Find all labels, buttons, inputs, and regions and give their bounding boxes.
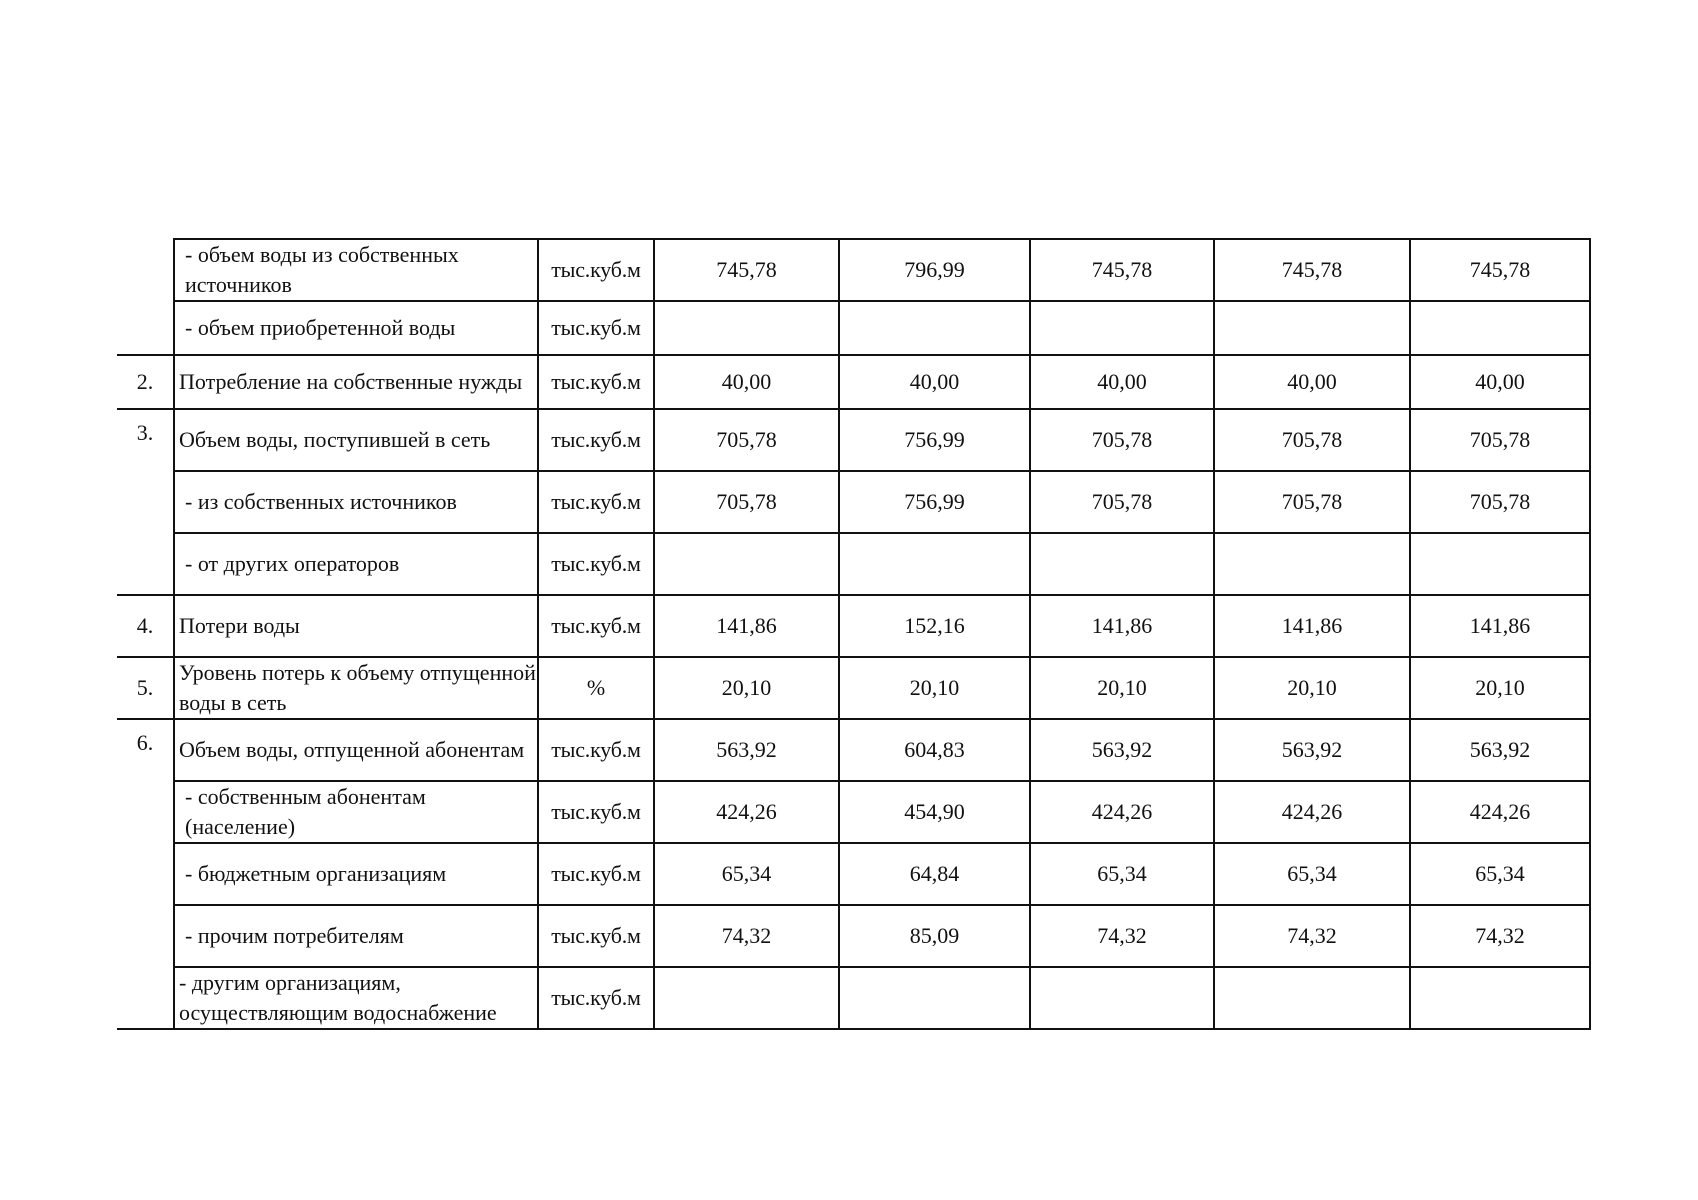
- row-value: 141,86: [1214, 595, 1410, 657]
- row-unit: тыс.куб.м: [538, 355, 654, 409]
- row-name: - другим организациям, осуществляющим водоснабжение: [174, 967, 538, 1029]
- row-value: 705,78: [1410, 409, 1590, 471]
- row-value: 756,99: [839, 409, 1030, 471]
- row-value: [1410, 967, 1590, 1029]
- row-value: [1410, 301, 1590, 355]
- row-value: [1030, 967, 1214, 1029]
- row-name: Уровень потерь к объему отпущенной воды в сеть: [174, 657, 538, 719]
- row-number: 5.: [117, 657, 174, 719]
- row-value: 74,32: [1214, 905, 1410, 967]
- row-value: 705,78: [1214, 409, 1410, 471]
- row-value: 20,10: [839, 657, 1030, 719]
- table-row: [117, 657, 1590, 719]
- row-value: 563,92: [1214, 719, 1410, 781]
- table-row: [117, 239, 1590, 301]
- table-row: [117, 409, 1590, 471]
- row-value: [839, 301, 1030, 355]
- row-number: [117, 239, 174, 355]
- row-value: 705,78: [1030, 409, 1214, 471]
- row-number: 2.: [117, 355, 174, 409]
- row-value: [654, 533, 839, 595]
- table-row: [117, 781, 1590, 843]
- table-row: [117, 301, 1590, 355]
- row-value: 40,00: [1214, 355, 1410, 409]
- row-unit: тыс.куб.м: [538, 409, 654, 471]
- row-value: 65,34: [1030, 843, 1214, 905]
- row-name: - собственным абонентам (население): [174, 781, 538, 843]
- row-value: 65,34: [1410, 843, 1590, 905]
- row-value: [654, 967, 839, 1029]
- row-unit: тыс.куб.м: [538, 595, 654, 657]
- row-number: 6.: [117, 719, 174, 1029]
- row-name: Объем воды, отпущенной абонентам: [174, 719, 538, 781]
- row-value: [1030, 533, 1214, 595]
- row-value: 745,78: [1214, 239, 1410, 301]
- row-value: 40,00: [1410, 355, 1590, 409]
- row-unit: тыс.куб.м: [538, 719, 654, 781]
- row-value: 64,84: [839, 843, 1030, 905]
- row-name: Потери воды: [174, 595, 538, 657]
- row-value: 74,32: [1410, 905, 1590, 967]
- row-value: 424,26: [1410, 781, 1590, 843]
- row-unit: тыс.куб.м: [538, 533, 654, 595]
- row-name: - от других операторов: [174, 533, 538, 595]
- row-value: 705,78: [654, 409, 839, 471]
- row-unit: %: [538, 657, 654, 719]
- row-value: 424,26: [1214, 781, 1410, 843]
- water-balance-table: [117, 238, 1591, 1030]
- row-value: 424,26: [654, 781, 839, 843]
- row-value: [1410, 533, 1590, 595]
- row-value: 65,34: [654, 843, 839, 905]
- row-value: 20,10: [1410, 657, 1590, 719]
- row-value: 745,78: [654, 239, 839, 301]
- row-value: 20,10: [654, 657, 839, 719]
- row-unit: тыс.куб.м: [538, 301, 654, 355]
- table-row: [117, 471, 1590, 533]
- row-value: [839, 533, 1030, 595]
- row-value: 705,78: [1214, 471, 1410, 533]
- row-value: 745,78: [1410, 239, 1590, 301]
- row-value: [1214, 967, 1410, 1029]
- row-value: 563,92: [654, 719, 839, 781]
- row-value: 65,34: [1214, 843, 1410, 905]
- row-value: 40,00: [654, 355, 839, 409]
- data-table-sheet: [117, 238, 1591, 1030]
- row-value: 796,99: [839, 239, 1030, 301]
- row-unit: тыс.куб.м: [538, 967, 654, 1029]
- row-value: 141,86: [1030, 595, 1214, 657]
- row-name: - бюджетным организациям: [174, 843, 538, 905]
- row-unit: тыс.куб.м: [538, 843, 654, 905]
- row-value: 604,83: [839, 719, 1030, 781]
- row-unit: тыс.куб.м: [538, 471, 654, 533]
- row-value: 705,78: [1410, 471, 1590, 533]
- row-value: 20,10: [1030, 657, 1214, 719]
- table-row: [117, 533, 1590, 595]
- row-name: Потребление на собственные нужды: [174, 355, 538, 409]
- row-unit: тыс.куб.м: [538, 239, 654, 301]
- row-unit: тыс.куб.м: [538, 781, 654, 843]
- row-name: - из собственных источников: [174, 471, 538, 533]
- row-value: [654, 301, 839, 355]
- row-value: 40,00: [839, 355, 1030, 409]
- row-name: - прочим потребителям: [174, 905, 538, 967]
- row-value: 705,78: [1030, 471, 1214, 533]
- row-value: 152,16: [839, 595, 1030, 657]
- row-value: [839, 967, 1030, 1029]
- row-value: 40,00: [1030, 355, 1214, 409]
- table-row: [117, 595, 1590, 657]
- row-value: 424,26: [1030, 781, 1214, 843]
- row-name: - объем приобретенной воды: [174, 301, 538, 355]
- row-value: 85,09: [839, 905, 1030, 967]
- table-row: [117, 843, 1590, 905]
- row-value: 705,78: [654, 471, 839, 533]
- row-unit: тыс.куб.м: [538, 905, 654, 967]
- row-value: 74,32: [654, 905, 839, 967]
- table-row: [117, 719, 1590, 781]
- row-number: 3.: [117, 409, 174, 595]
- row-value: 454,90: [839, 781, 1030, 843]
- row-value: 563,92: [1030, 719, 1214, 781]
- row-value: 141,86: [1410, 595, 1590, 657]
- row-value: 20,10: [1214, 657, 1410, 719]
- row-number: 4.: [117, 595, 174, 657]
- row-value: [1214, 533, 1410, 595]
- table-row: [117, 905, 1590, 967]
- row-name: Объем воды, поступившей в сеть: [174, 409, 538, 471]
- row-value: 141,86: [654, 595, 839, 657]
- row-value: 563,92: [1410, 719, 1590, 781]
- row-value: [1214, 301, 1410, 355]
- row-value: 756,99: [839, 471, 1030, 533]
- table-row: [117, 967, 1590, 1029]
- row-value: 74,32: [1030, 905, 1214, 967]
- row-value: 745,78: [1030, 239, 1214, 301]
- table-row: [117, 355, 1590, 409]
- row-value: [1030, 301, 1214, 355]
- row-name: - объем воды из собственных источников: [174, 239, 538, 301]
